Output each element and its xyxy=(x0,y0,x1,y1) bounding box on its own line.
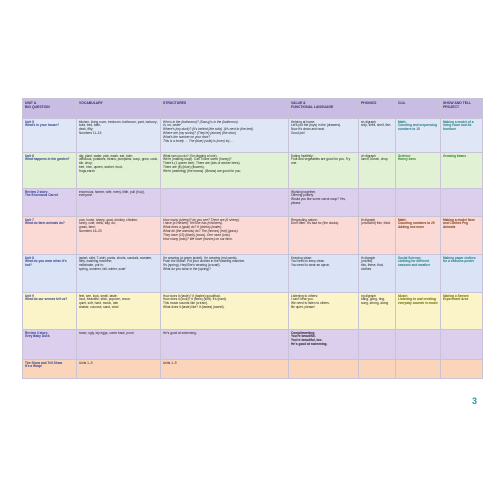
phonics-cell: sh digraph ship, shell, shelf, fish xyxy=(359,119,396,153)
clil-cell: Social Science: clothing for different seasons and weather xyxy=(396,255,441,293)
unit-cell: Unit 7 What do farm animals do? xyxy=(23,217,77,255)
vocabulary-cell: enormous, farmer, wife, every, little, pull (it up), everyone xyxy=(77,189,161,217)
phonics-cell xyxy=(359,360,396,379)
project-cell xyxy=(441,189,483,217)
clil-cell: Math: Counting numbers to 20 Adding one more xyxy=(396,217,441,255)
value-cell: Working together, Offering politely: Would you like some carrot soup? Yes, please. xyxy=(289,189,359,217)
table-row-unit-5 xyxy=(23,119,483,153)
header-unit: UNIT & BIG QUESTION xyxy=(23,99,77,119)
clil-cell xyxy=(396,360,441,379)
table-row-unit-9 xyxy=(23,293,483,330)
project-cell: Growing beans xyxy=(441,153,483,189)
unit-cell: Review 3 story: Grey Baby Duck xyxy=(23,330,77,360)
vocabulary-cell: jacket, skirt, T-shirt, pants, shorts, sandals, sweater, dirty, washing machine; milkshake, put in; spring, summer, fall, winter, scarf xyxy=(77,255,161,293)
table-row-unit-8 xyxy=(23,255,483,293)
unit-cell: Review 2 story: The Enormous Carrot xyxy=(23,189,77,217)
value-cell: Eating healthily: Fruit and vegetables are good for you. Try one. xyxy=(289,153,359,189)
structures-cell: How does it (taste)? It (tastes) good/bad. How does it (look)? It (feels) (soft). It's (hard). This music sounds like (a train). What does it (taste) like? It (tastes) (sweet). xyxy=(161,293,289,330)
unit-cell: Unit 9 What do our senses tell us? xyxy=(23,293,77,330)
project-cell xyxy=(441,360,483,379)
phonics-cell xyxy=(359,189,396,217)
vocabulary-cell: cow, horse, sheep, goat, donkey, chicken; funny, cute, drink, say, do; grass, farm; Numbers 16–20 xyxy=(77,217,161,255)
structures-cell: What can you do? (I'm digging a hole). We're (making soup). Can I have some (honey)? There's (1 queen bee). There are (lots of worker bees). There are (8) (blue) (flowers). We're (watering) (the beans). (Beans) are good for you. xyxy=(161,153,289,189)
phonics-cell: ch digraph lunch, bunch, chop xyxy=(359,153,396,189)
structures-cell xyxy=(161,189,289,217)
table-row-unit-6 xyxy=(23,153,483,189)
table-row-review-3 xyxy=(23,330,483,360)
unit-cell: Unit 8 What do you wear when it's hot? xyxy=(23,255,77,293)
table-row-unit-7 xyxy=(23,217,483,255)
vocabulary-cell: Units 1–9 xyxy=(77,360,161,379)
header-project: SHOW AND TELL PROJECT xyxy=(441,99,483,119)
vocabulary-cell: kitchen, living room, bedroom, bathroom, yard, balcony; sofa, bed, bath, desk, fifty; Numbers 11–15 xyxy=(77,119,161,153)
unit-cell: Unit 6 What happens in the garden? xyxy=(23,153,77,189)
value-cell: Listening to others: I can't hear you. We need to listen to others. Be quiet, please! xyxy=(289,293,359,330)
phonics-cell: th digraph (voiced) this, these, that, clothes xyxy=(359,255,396,293)
page-number: 3 xyxy=(472,396,478,406)
structures-cell: Units 1–9 xyxy=(161,360,289,379)
clil-cell xyxy=(396,330,441,360)
value-cell: Keeping clean: You need to keep clean. You need to wear an apron. xyxy=(289,255,359,293)
project-cell: Making a model of a living room and its furniture xyxy=(441,119,483,153)
phonics-cell: th digraph (unvoiced) thin, thick xyxy=(359,217,396,255)
project-cell: Making a model farm and Clothes Peg Animals xyxy=(441,217,483,255)
project-cell xyxy=(441,330,483,360)
header-clil: CLIL xyxy=(396,99,441,119)
syllabus-table-container xyxy=(22,98,482,379)
table-header-row xyxy=(23,99,483,119)
value-cell: Helping at home: Let's put the (toys) in the (drawers). Now it's clean and neat. Good job! xyxy=(289,119,359,153)
structures-cell: Who's in the (bathroom)? (Sassy)'s in the (bathroom). in, on, under Where's (my duck)? (It's behind (the sofa). (It's next to (the bed). Where are (my socks)? (They're) (above) (the door). What's the number on your door? This is a lovely … The (blue) (sofa) is (over) to) … xyxy=(161,119,289,153)
project-cell: Making paper clothes for a seasons poster xyxy=(441,255,483,293)
value-cell: Complimenting: You're beautiful. You're beautiful, too. He's good at swimming. xyxy=(289,330,359,360)
table-row-show-and-tell xyxy=(23,360,483,379)
structures-cell: He's good at swimming. xyxy=(161,330,289,360)
project-cell: Making a Senses Experiment Area xyxy=(441,293,483,330)
syllabus-table xyxy=(22,98,483,379)
unit-cell: Unit 5 What's in your house? xyxy=(23,119,77,153)
header-value: VALUE & FUNCTIONAL LANGUAGE xyxy=(289,99,359,119)
header-vocabulary: VOCABULARY xyxy=(77,99,161,119)
unit-cell: The Show and Tell Show It's a Wrap! xyxy=(23,360,77,379)
clil-cell xyxy=(396,189,441,217)
phonics-cell: ng digraph bang, gong, ring, song, strong, along xyxy=(359,293,396,330)
clil-cell: Music: Listening to and creating everyday sounds in music xyxy=(396,293,441,330)
vocabulary-cell: swan, ugly, lay eggs, come back, pond xyxy=(77,330,161,360)
clil-cell: Science: Honey bees xyxy=(396,153,441,189)
header-structures: STRUCTURES xyxy=(161,99,289,119)
table-row-review-2 xyxy=(23,189,483,217)
clil-cell: Math: Counting and sequencing numbers to 15 xyxy=(396,119,441,153)
phonics-cell xyxy=(359,330,396,360)
structures-cell: How many (sheep)? do you see? There are (6 sheep). I have (a chicken). He/She has (chickens). What does a (goat) do? It (drinks) (water). What do (the animals) do? The (horses) (eat) (grass). They have (15) (black) (cows). One more (cow). How many (now)? We have (horses) on our farm. xyxy=(161,217,289,255)
value-cell xyxy=(289,360,359,379)
value-cell: Respecting nature: Don't litter. It's bad for (the ducks). xyxy=(289,217,359,255)
header-phonics: PHONICS xyxy=(359,99,396,119)
vocabulary-cell: dig, plant, water, pick, wash, eat, hole; delicious, potatoes, beans, pumpkins, soup, grow, cook, stir, chop; bee, hive, queen, worker, food; frogs,earch xyxy=(77,153,161,189)
structures-cell: I'm wearing (a green jacket). I'm wearing (red pants). Push the button. Put your clothes in the washing machine. It's (spring). Hey/She's wearing (a scarf). What do you wear in the (spring)? xyxy=(161,255,289,293)
vocabulary-cell: feel, see, look, smell, taste; loud, beautiful, stick, popcorn, snow; quiet, soft, hard, music, rain shaker, coconut, sand, wind xyxy=(77,293,161,330)
